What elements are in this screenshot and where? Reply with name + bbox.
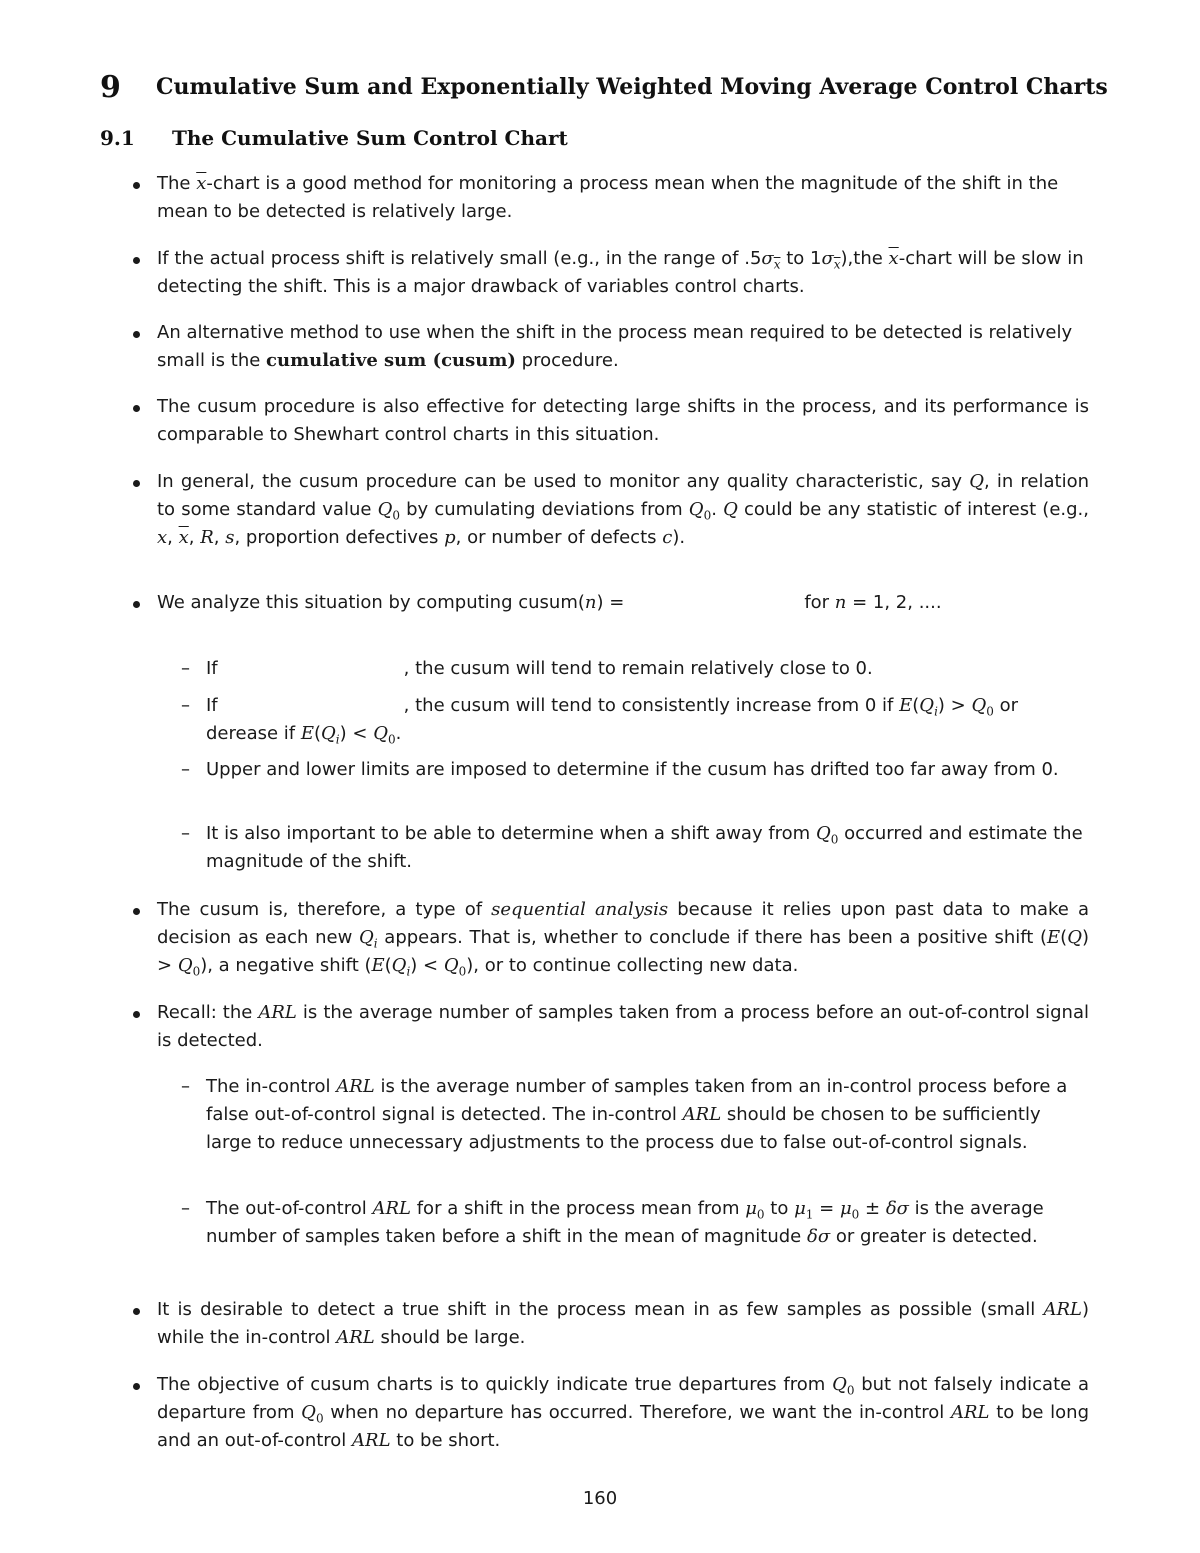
bullet-item: In general, the cusum procedure can be used to monitor any quality characteristic, say Q, in relation to some standard value $Q_0$ by cumulating deviations from $Q_0$. Q could be any statistic of interest (e.g., x, $\overline{x}$, R, s, proportion defectives p, or number of defects c). (157, 471, 1089, 548)
bullet-icon (133, 480, 140, 487)
sub-item: The in-control ARL is the average number of samples taken from an in-control process before a false out-of-control signal is detected. The in-control ARL should be chosen to be sufficiently large to reduce unnecessary adjustments to the process due to false out-of-control signals. (206, 1076, 1068, 1153)
italic-term: sequential analysis (491, 899, 669, 920)
bullet-icon (133, 1308, 140, 1315)
bullet-item: We analyze this situation by computing cusum(n) = for n = 1, 2, .... (157, 592, 942, 613)
bullet-item: Recall: the ARL is the average number of samples taken from a process before an out-of-control signal is detected. (157, 1002, 1089, 1051)
bullet-item: The cusum procedure is also effective for detecting large shifts in the process, and its performance is comparable to Shewhart control charts in this situation. (157, 396, 1089, 445)
bullet-icon (133, 1011, 140, 1018)
bullet-icon (133, 257, 140, 264)
bullet-icon (133, 405, 140, 412)
sub-item: If , the cusum will tend to consistently increase from 0 if $E(Q_i) > Q_0$ or derease if $E(Q_i) < Q_0$. (206, 695, 1019, 747)
bullet-item: If the actual process shift is relatively small (e.g., in the range of $.5\sigma_{\overline{x}}$ to $1\sigma_{\overline{x}}),the$ $\overline{x}$-chart will be slow in detecting the shift. This is a major drawback of variables control charts. (157, 248, 1084, 297)
bullet-icon (133, 601, 140, 608)
dash-icon: – (181, 823, 190, 844)
chapter-title: Cumulative Sum and Exponentially Weighted Moving Average Control Charts (156, 74, 1108, 100)
section-title: The Cumulative Sum Control Chart (172, 126, 568, 150)
sub-item: The out-of-control ARL for a shift in the process mean from $\mu_0$ to $\mu_1 = \mu_0 \pm \delta\sigma$ is the average number of samples taken before a shift in the mean of magnitude δσ or greater is detected. (206, 1198, 1044, 1247)
sub-item: If , the cusum will tend to remain relatively close to 0. (206, 658, 873, 679)
dash-icon: – (181, 759, 190, 780)
page-number: 160 (582, 1488, 618, 1509)
dash-icon: – (181, 1198, 190, 1219)
bullet-icon (133, 331, 140, 338)
section-number: 9.1 (100, 126, 135, 150)
bullet-icon (133, 1383, 140, 1390)
bullet-icon (133, 908, 140, 915)
chapter-heading (100, 70, 1108, 105)
sub-item: Upper and lower limits are imposed to determine if the cusum has drifted too far away from 0. (206, 759, 1059, 780)
bullet-item: An alternative method to use when the shift in the process mean required to be detected is relatively small is the cumulative sum (cusum) procedure. (157, 322, 1073, 371)
dash-icon: – (181, 695, 190, 716)
bullet-item: The $\overline{x}$-chart is a good method for monitoring a process mean when the magnitude of the shift in the mean to be detected is relatively large. (157, 173, 1059, 222)
bullet-item: The objective of cusum charts is to quickly indicate true departures from $Q_0$ but not falsely indicate a departure from $Q_0$ when no departure has occurred. Therefore, we want the in-control ARL to be long and an out-of-control ARL to be short. (157, 1374, 1089, 1451)
bold-term: cumulative sum (cusum) (266, 350, 516, 371)
bullet-item: The cusum is, therefore, a type of sequential analysis because it relies upon past data to make a decision as each new $Q_i$ appears. That is, whether to conclude if there has been a positive shift $(E(Q) > Q_0)$, a negative shift $(E(Q_i) < Q_0)$, or to continue collecting new data. (157, 899, 1089, 979)
dash-icon: – (181, 658, 190, 679)
dash-icon: – (181, 1076, 190, 1097)
bullet-item: It is desirable to detect a true shift in the process mean in as few samples as possible (small ARL) while the in-control ARL should be large. (157, 1299, 1089, 1348)
bullet-icon (133, 182, 140, 189)
chapter-number: 9 (100, 70, 121, 105)
section-heading (100, 126, 568, 150)
sub-item: It is also important to be able to determine when a shift away from $Q_0$ occurred and estimate the magnitude of the shift. (206, 823, 1083, 872)
